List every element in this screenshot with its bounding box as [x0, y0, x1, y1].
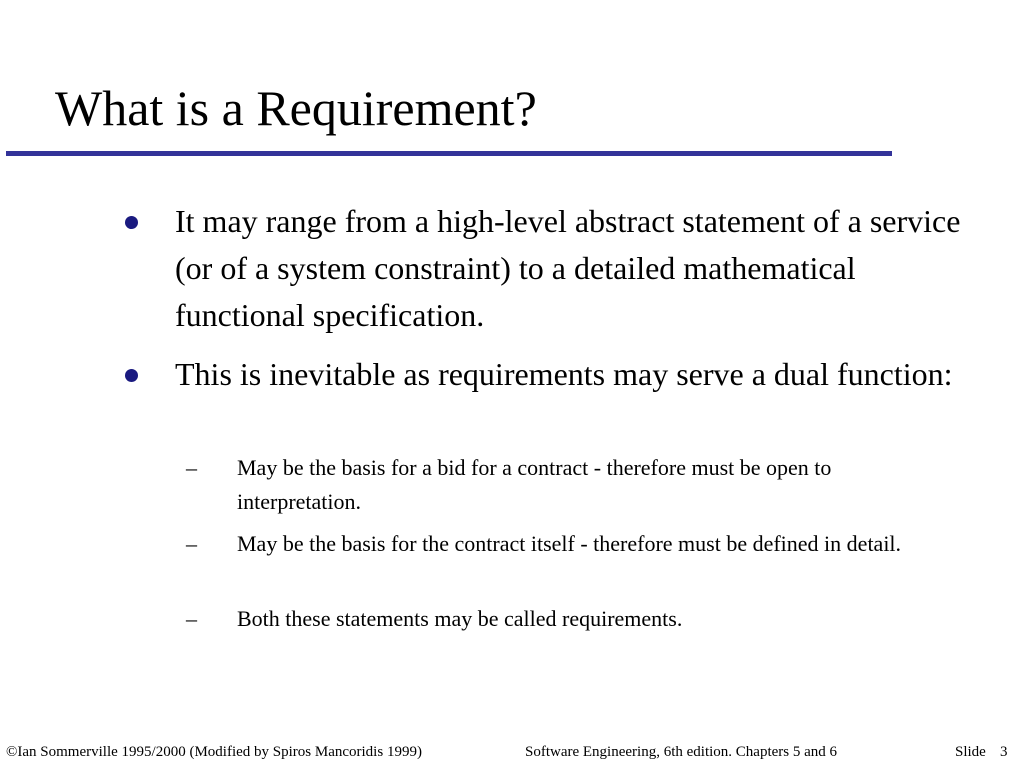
dash-marker: –: [186, 606, 197, 631]
bullet-item: [175, 198, 975, 339]
footer-copyright: ©Ian Sommerville 1995/2000 (Modified by Spiros Mancoridis 1999): [6, 744, 422, 760]
bullet-dot-icon: [125, 216, 138, 229]
footer-slide-label: Slide: [955, 744, 986, 760]
sub-bullet-item: [186, 602, 957, 636]
bullet-item: [175, 351, 975, 398]
sub-bullet-text: May be the basis for a bid for a contract - therefore must be open to interpretation.: [237, 455, 832, 514]
sub-bullet-item: [186, 451, 957, 519]
footer-book-title: Software Engineering, 6th edition. Chapters 5 and 6: [525, 744, 838, 760]
dash-marker: –: [186, 455, 197, 480]
dash-marker: –: [186, 531, 197, 556]
bullet-text: This is inevitable as requirements may serve a dual function:: [175, 356, 953, 392]
sub-bullet-text: May be the basis for the contract itself - therefore must be defined in detail.: [237, 531, 902, 556]
slide-title: What is a Requirement?: [55, 80, 537, 136]
sub-bullet-item: [186, 527, 957, 561]
sub-bullet-text: Both these statements may be called requirements.: [237, 606, 683, 631]
title-underline: [6, 151, 892, 156]
bullet-dot-icon: [125, 369, 138, 382]
footer-slide-number: 3: [1000, 744, 1008, 760]
bullet-text: It may range from a high-level abstract statement of a service (or of a system constraint) to a detailed mathematical functional specification.: [175, 203, 961, 333]
